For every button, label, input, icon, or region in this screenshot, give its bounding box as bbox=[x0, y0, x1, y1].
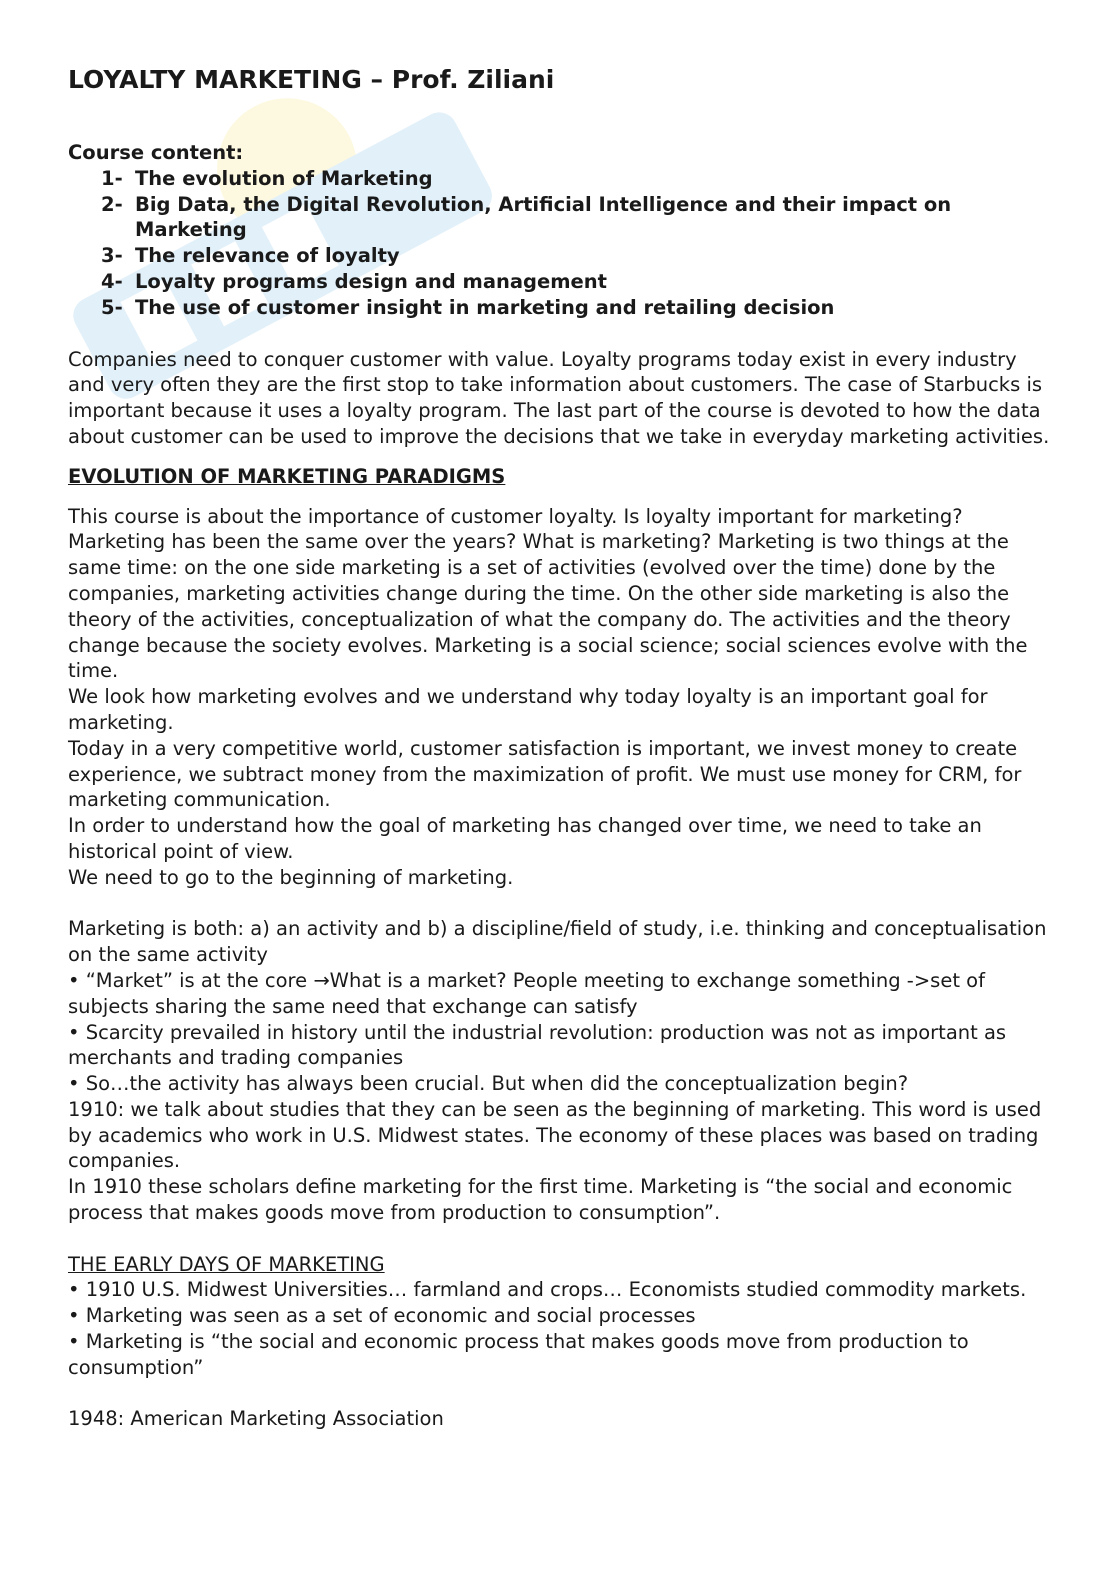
document-title: LOYALTY MARKETING – Prof. Ziliani bbox=[68, 65, 555, 94]
paragraph: Marketing is both: a) an activity and b) a discipline/field of study, i.e. thinking and conceptualisation on the same activity bbox=[68, 917, 1047, 967]
course-item-text: The relevance of loyalty bbox=[135, 244, 400, 268]
paragraph: This course is about the importance of customer loyalty. Is loyalty important for marketing? Marketing has been the same over the years? What is marketing? Marketing is two things at the same time: on the one side marketing is a set of activities (evolved over the time) done by the companies, marketing activities change during the time. On the other side marketing is also the theory of the activities, conceptualization of what the company do. The activities and the theory change because the society evolves. Marketing is a social science; social sciences evolve with the time. bbox=[68, 504, 1028, 683]
document-page bbox=[68, 64, 1058, 1432]
bullet-item: • So…the activity has always been crucial. But when did the conceptualization begin? bbox=[68, 1072, 909, 1096]
footer-line: 1948: American Marketing Association bbox=[68, 1407, 444, 1431]
paragraph: We look how marketing evolves and we understand why today loyalty is an important goal for marketing. bbox=[68, 685, 988, 734]
bullet-item: • “Market” is at the core →What is a market? People meeting to exchange something ->set of subjects sharing the same need that exchange can satisfy bbox=[68, 968, 985, 1018]
section-heading-evolution: EVOLUTION OF MARKETING PARADIGMS bbox=[68, 464, 506, 488]
bullet-item: • Marketing was seen as a set of economic and social processes bbox=[68, 1304, 696, 1328]
course-item-5 bbox=[68, 295, 1058, 321]
course-item-2 bbox=[68, 192, 1058, 244]
course-item-4 bbox=[68, 269, 1058, 295]
bullet-item: • Marketing is “the social and economic process that makes goods move from production to consumption” bbox=[68, 1330, 969, 1379]
course-item-text: Big Data, the Digital Revolution, Artificial Intelligence and their impact on Marketing bbox=[135, 192, 952, 242]
course-item-number: 4- bbox=[101, 269, 123, 293]
intro-paragraph: Companies need to conquer customer with value. Loyalty programs today exist in every industry and very often they are the first stop to take information about customers. The case of Starbucks is important because it uses a loyalty program. The last part of the course is devoted to how the data about customer can be used to improve the decisions that we take in everyday marketing activities. bbox=[68, 347, 1050, 448]
paragraph: We need to go to the beginning of marketing. bbox=[68, 865, 514, 889]
course-item-number: 5- bbox=[101, 295, 123, 319]
bullet-item: • 1910 U.S. Midwest Universities… farmland and crops… Economists studied commodity markets. bbox=[68, 1278, 1027, 1302]
course-content-label: Course content: bbox=[68, 141, 244, 164]
course-item-number: 3- bbox=[101, 244, 123, 268]
paragraph: In 1910 these scholars define marketing for the first time. Marketing is “the social and economic process that makes goods move from production to consumption”. bbox=[68, 1175, 1013, 1225]
paragraph: Today in a very competitive world, customer satisfaction is important, we invest money to create experience, we subtract money from the maximization of profit. We must use money for CRM, for marketing communication. bbox=[68, 736, 1022, 812]
course-item-number: 2- bbox=[101, 192, 123, 216]
course-item-text: Loyalty programs design and management bbox=[135, 269, 607, 293]
course-item-text: The use of customer insight in marketing and retailing decision bbox=[135, 295, 835, 319]
course-item-1 bbox=[68, 166, 1058, 192]
paragraph: In order to understand how the goal of marketing has changed over time, we need to take an historical point of view. bbox=[68, 814, 982, 863]
section-heading-early-days: THE EARLY DAYS OF MARKETING bbox=[68, 1252, 385, 1276]
paragraph: 1910: we talk about studies that they can be seen as the beginning of marketing. This word is used by academics who work in U.S. Midwest states. The economy of these places was based on trading companies. bbox=[68, 1097, 1042, 1173]
course-item-text: The evolution of Marketing bbox=[135, 166, 433, 190]
bullet-item: • Scarcity prevailed in history until the industrial revolution: production was not as important as merchants and trading companies bbox=[68, 1020, 1007, 1070]
course-item-3 bbox=[68, 243, 1058, 269]
course-content-list bbox=[68, 166, 1058, 321]
course-item-number: 1- bbox=[101, 166, 123, 190]
